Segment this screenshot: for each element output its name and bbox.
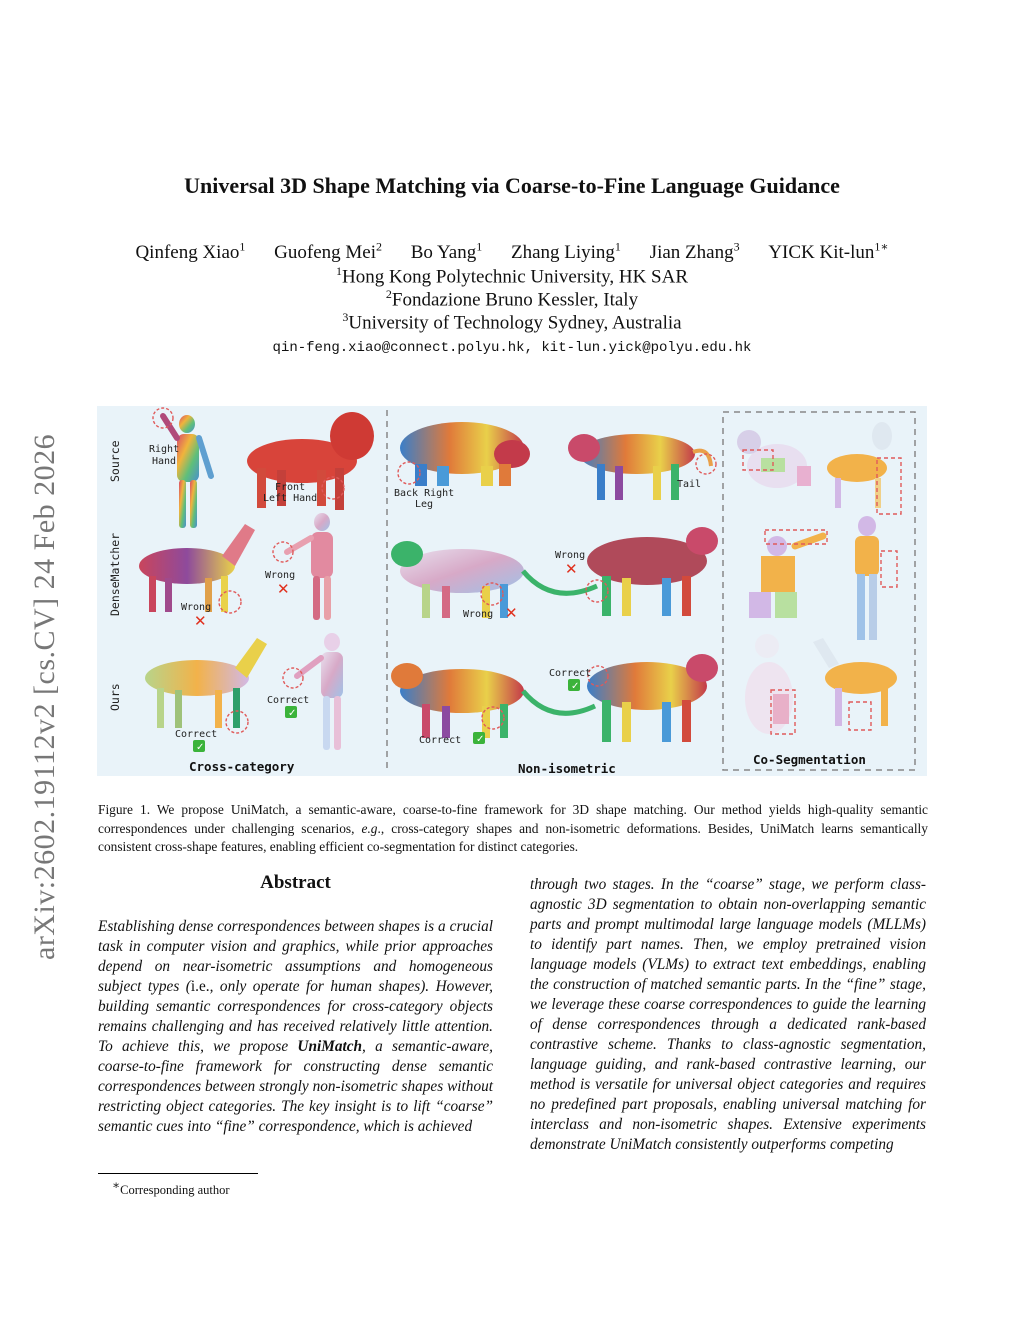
abstract-heading: Abstract xyxy=(260,872,331,893)
annotation-right: Right xyxy=(149,444,180,455)
figure-caption: Figure 1. We propose UniMatch, a semantic-aware, coarse-to-fine framework for 3D shape matching. Our method yields high-quality semantic correspondences under challenging scenarios, e.g., cross-category shapes and non-isometric deformations. Besides, UniMatch learns semantically consistent cross-shape features, enabling efficient co-segmentation for distinct categories. xyxy=(98,802,928,854)
wrong-mark-icon: ✕ xyxy=(277,580,290,598)
section-label-non-isometric: Non-isometric xyxy=(518,761,616,776)
hippo-shape-source xyxy=(400,422,530,486)
annotation-wrong: Wrong xyxy=(265,570,296,581)
cat-shape-2 xyxy=(745,634,793,734)
dog-shape-1 xyxy=(827,422,892,508)
horse-shape-densematcher xyxy=(139,524,255,612)
wrong-mark-icon: ✕ xyxy=(194,612,207,630)
footnote: ∗Corresponding author xyxy=(112,1178,230,1198)
abstract-text-left: Establishing dense correspondences between shapes is a crucial task in computer vision and graphics, while prior approaches depend on near-isometric assumptions and homogeneous subject types (i.e., only operate for human shapes). However, building semantic correspondences for cross-category objects remains challenging and has received relatively little attention. To achieve this, we propose UniMatch, a semantic-aware, coarse-to-fine framework for constructing dense semantic correspondences between strongly non-isometric shapes without restricting object categories. The key insight is to lift “coarse” semantic cues into “fine” correspondence, which is achieved xyxy=(98,918,494,1135)
tiger-shape-ours xyxy=(587,654,718,742)
annotation-wrong: Wrong xyxy=(181,602,212,613)
horse-shape-coseg xyxy=(813,638,897,726)
author: Bo Yang$^1$ xyxy=(410,240,483,264)
annotation-tail: Tail xyxy=(677,479,702,490)
human-shape-ours xyxy=(297,633,343,750)
annotation-correct: Correct xyxy=(267,695,310,706)
arxiv-stamp: arXiv:2602.19112v2 [cs.CV] 24 Feb 2026 xyxy=(28,433,61,960)
annotation-back-right: Back Right xyxy=(394,488,455,499)
author: Zhang Liying$^1$ xyxy=(510,240,621,264)
annotation-correct: Correct xyxy=(175,729,218,740)
correct-mark-glyph: ✓ xyxy=(288,708,297,719)
wrong-mark-icon: ✕ xyxy=(565,560,578,578)
tiger-shape-source xyxy=(568,434,711,500)
human-shape-coseg-2 xyxy=(855,516,879,640)
horse-shape-ours xyxy=(145,638,267,728)
annotation-correct: Correct xyxy=(549,668,592,679)
segment-highlight xyxy=(849,702,871,730)
affiliation: $^3$University of Technology Sydney, Australia xyxy=(342,310,682,334)
annotation-wrong: Wrong xyxy=(463,609,494,620)
affiliation: $^1$Hong Kong Polytechnic University, HK SAR xyxy=(335,264,689,288)
human-shape-densematcher xyxy=(287,513,333,620)
abstract-text-right: through two stages. In the “coarse” stage, we perform class-agnostic 3D segmentation to obtain non-overlapping semantic parts and prompt multimodal large language models (MLLMs) to identify part names. Then, we employ pretrained vision language models (VLMs) to extract text embeddings, enabling the construction of matched semantic parts. In the “fine” stage, we leverage these coarse correspondences to guide the learning of dense correspondences through a dedicated rank-based contrastive scheme. Thanks to class-agnostic segmentation, language guiding, and rank-based contrastive learning, our method is versatile for universal object categories and requires no predefined part proposals, enabling universal matching for interclass and non-isometric shapes. Extensive experiments demonstrate UniMatch consistently outperforms competing xyxy=(530,876,926,1153)
annotation-correct: Correct xyxy=(419,735,462,746)
author: YICK Kit-lun$^{1∗}$ xyxy=(768,240,889,264)
correct-mark-glyph: ✓ xyxy=(196,742,205,753)
author: Qinfeng Xiao$^1$ xyxy=(135,240,246,264)
human-shape-source xyxy=(163,415,211,528)
row-label-source: Source xyxy=(108,440,122,482)
paper-title: Universal 3D Shape Matching via Coarse-to-Fine Language Guidance xyxy=(184,173,840,198)
row-label-densematcher: DenseMatcher xyxy=(108,532,122,616)
figure-canvas xyxy=(97,406,927,776)
author-list xyxy=(0,240,1024,264)
cat-shape-1 xyxy=(737,430,811,488)
footnote-rule xyxy=(98,1173,258,1174)
correct-mark-glyph: ✓ xyxy=(571,681,580,692)
highlight-circle xyxy=(696,454,716,474)
author: Jian Zhang$^3$ xyxy=(649,240,740,264)
teaser-figure xyxy=(97,406,927,776)
author: Guofeng Mei$^2$ xyxy=(274,240,382,264)
annotation-hand: Hand xyxy=(152,456,177,467)
correct-mark-glyph: ✓ xyxy=(476,734,485,745)
annotation-wrong: Wrong xyxy=(555,550,586,561)
section-label-co-segmentation: Co-Segmentation xyxy=(753,752,866,767)
row-label-ours: Ours xyxy=(108,683,122,711)
segment-highlight xyxy=(881,551,897,587)
section-label-cross-category: Cross-category xyxy=(189,759,295,774)
tiger-shape-densematcher xyxy=(587,527,718,616)
annotation-left-hand: Left Hand xyxy=(263,493,318,504)
affiliation: $^2$Fondazione Bruno Kessler, Italy xyxy=(385,287,639,311)
wrong-mark-icon: ✕ xyxy=(505,604,518,622)
human-shape-coseg-1 xyxy=(749,536,823,618)
author-emails: qin-feng.xiao@connect.polyu.hk, kit-lun.yick@polyu.edu.hk xyxy=(272,340,752,356)
annotation-front: Front xyxy=(275,482,306,493)
annotation-leg: Leg xyxy=(415,499,434,510)
